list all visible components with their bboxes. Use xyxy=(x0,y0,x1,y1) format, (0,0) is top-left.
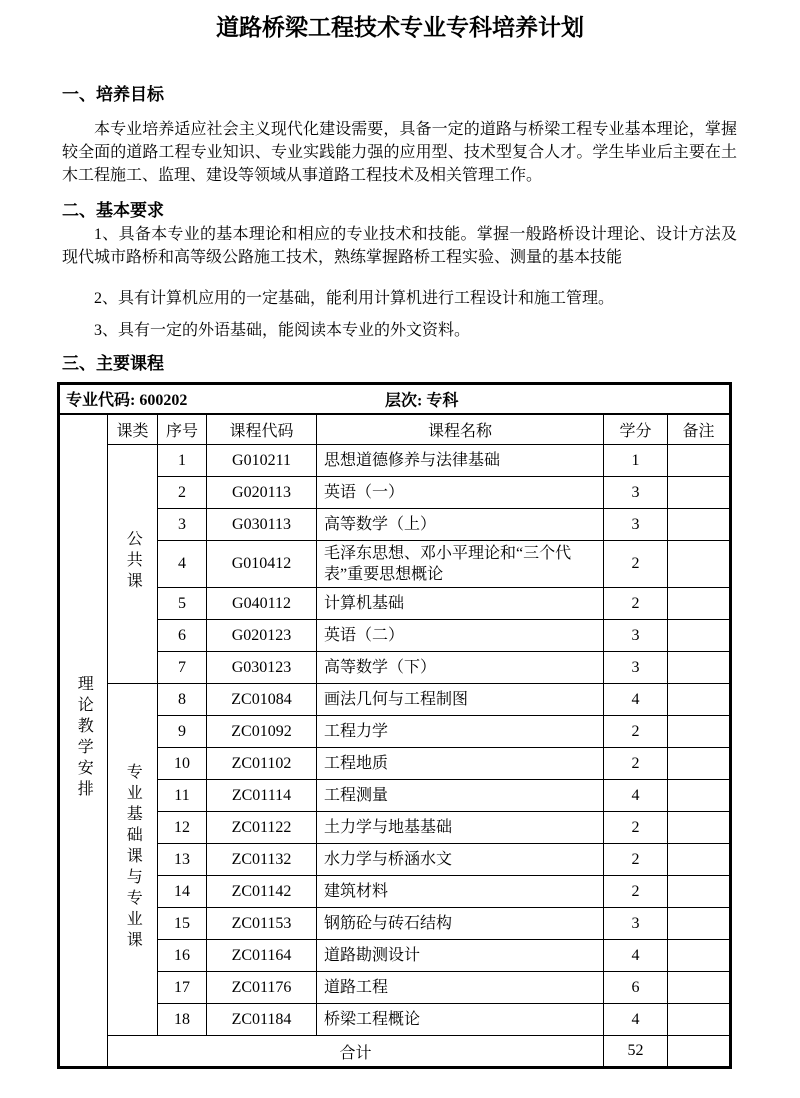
course-credits-cell: 4 xyxy=(604,780,668,812)
course-name-cell: 工程地质 xyxy=(317,748,604,780)
course-note-cell xyxy=(668,716,731,748)
course-credits-cell: 2 xyxy=(604,541,668,588)
course-name-cell: 建筑材料 xyxy=(317,876,604,908)
course-row xyxy=(59,652,731,684)
course-note-cell xyxy=(668,940,731,972)
course-row xyxy=(59,588,731,620)
section-goal-paragraph: 本专业培养适应社会主义现代化建设需要，具备一定的道路与桥梁工程专业基本理论，掌握较全面的道路工程专业知识、专业实践能力强的应用型、技术型复合人才。学生毕业后主要在土木工程施工、监理、建设等领域从事道路工程技术及相关管理工作。 xyxy=(62,121,737,184)
course-row xyxy=(59,908,731,940)
total-credits-cell: 52 xyxy=(604,1036,668,1068)
course-no-cell: 9 xyxy=(158,716,207,748)
course-no-cell: 12 xyxy=(158,812,207,844)
total-label-cell: 合计 xyxy=(108,1036,604,1068)
course-name-cell: 高等数学（上） xyxy=(317,509,604,541)
course-note-cell xyxy=(668,445,731,477)
course-no-cell: 15 xyxy=(158,908,207,940)
course-credits-cell: 2 xyxy=(604,588,668,620)
course-row xyxy=(59,812,731,844)
course-code-cell: ZC01084 xyxy=(207,684,317,716)
code-level-cell xyxy=(59,384,731,414)
course-row xyxy=(59,477,731,509)
course-row xyxy=(59,844,731,876)
requirement-item-3: 3、具有一定的外语基础，能阅读本专业的外文资料。 xyxy=(94,322,471,339)
course-code-cell: ZC01184 xyxy=(207,1004,317,1036)
course-row xyxy=(59,509,731,541)
courses-tbody xyxy=(59,384,731,1068)
course-no-cell: 10 xyxy=(158,748,207,780)
course-note-cell xyxy=(668,477,731,509)
course-code-cell: ZC01102 xyxy=(207,748,317,780)
course-credits-cell: 3 xyxy=(604,652,668,684)
course-plan-table xyxy=(57,382,732,1069)
course-note-cell xyxy=(668,1004,731,1036)
course-code-cell: ZC01153 xyxy=(207,908,317,940)
column-header-credits: 学分 xyxy=(604,414,668,445)
course-code-cell: ZC01132 xyxy=(207,844,317,876)
text-sections xyxy=(62,83,737,376)
course-note-cell xyxy=(668,588,731,620)
level-label: 层次: 专科 xyxy=(385,392,459,410)
course-credits-cell: 2 xyxy=(604,716,668,748)
code-level-row xyxy=(59,384,731,414)
course-row xyxy=(59,1004,731,1036)
course-name-cell: 工程测量 xyxy=(317,780,604,812)
course-name-cell: 高等数学（下） xyxy=(317,652,604,684)
course-row xyxy=(59,940,731,972)
column-header-category: 课类 xyxy=(108,414,158,445)
course-no-cell: 7 xyxy=(158,652,207,684)
course-group-label: 公共课 xyxy=(124,530,142,593)
course-code-cell: ZC01122 xyxy=(207,812,317,844)
course-code-cell: G010211 xyxy=(207,445,317,477)
course-note-cell xyxy=(668,652,731,684)
course-note-cell xyxy=(668,844,731,876)
course-code-cell: ZC01164 xyxy=(207,940,317,972)
course-code-cell: ZC01142 xyxy=(207,876,317,908)
course-name-cell: 道路勘测设计 xyxy=(317,940,604,972)
course-no-cell: 1 xyxy=(158,445,207,477)
course-row xyxy=(59,716,731,748)
course-no-cell: 16 xyxy=(158,940,207,972)
course-row xyxy=(59,684,731,716)
column-header-number: 序号 xyxy=(158,414,207,445)
course-code-cell: ZC01114 xyxy=(207,780,317,812)
course-name-cell: 思想道德修养与法律基础 xyxy=(317,445,604,477)
course-name-cell: 毛泽东思想、邓小平理论和“三个代表”重要思想概论 xyxy=(317,541,604,588)
course-code-cell: G030123 xyxy=(207,652,317,684)
course-note-cell xyxy=(668,620,731,652)
course-name-cell: 钢筋砼与砖石结构 xyxy=(317,908,604,940)
course-note-cell xyxy=(668,876,731,908)
course-note-cell xyxy=(668,780,731,812)
course-code-cell: ZC01092 xyxy=(207,716,317,748)
major-code-label: 专业代码: 600202 xyxy=(66,392,188,410)
course-note-cell xyxy=(668,908,731,940)
course-note-cell xyxy=(668,812,731,844)
course-name-cell: 道路工程 xyxy=(317,972,604,1004)
course-no-cell: 11 xyxy=(158,780,207,812)
course-no-cell: 18 xyxy=(158,1004,207,1036)
course-row xyxy=(59,780,731,812)
course-credits-cell: 3 xyxy=(604,908,668,940)
course-name-cell: 英语（二） xyxy=(317,620,604,652)
course-credits-cell: 6 xyxy=(604,972,668,1004)
section-goal-heading: 一、培养目标 xyxy=(62,85,164,104)
course-group-cell xyxy=(108,445,158,684)
course-note-cell xyxy=(668,972,731,1004)
course-row xyxy=(59,876,731,908)
course-credits-cell: 4 xyxy=(604,1004,668,1036)
column-header-name: 课程名称 xyxy=(317,414,604,445)
course-credits-cell: 2 xyxy=(604,844,668,876)
course-note-cell xyxy=(668,541,731,588)
requirement-item-2: 2、具有计算机应用的一定基础，能利用计算机进行工程设计和施工管理。 xyxy=(94,290,615,307)
course-credits-cell: 1 xyxy=(604,445,668,477)
course-name-cell: 英语（一） xyxy=(317,477,604,509)
course-code-cell: G020113 xyxy=(207,477,317,509)
course-credits-cell: 3 xyxy=(604,620,668,652)
course-code-cell: G010412 xyxy=(207,541,317,588)
requirement-item-1: 1、具备本专业的基本理论和相应的专业技术和技能。掌握一般路桥设计理论、设计方法及现代城市路桥和高等级公路施工技术，熟练掌握路桥工程实验、测量的基本技能 xyxy=(62,226,737,266)
course-group-cell xyxy=(108,684,158,1036)
course-name-cell: 水力学与桥涵水文 xyxy=(317,844,604,876)
course-credits-cell: 4 xyxy=(604,684,668,716)
course-name-cell: 计算机基础 xyxy=(317,588,604,620)
course-name-cell: 画法几何与工程制图 xyxy=(317,684,604,716)
course-code-cell: G030113 xyxy=(207,509,317,541)
course-no-cell: 4 xyxy=(158,541,207,588)
course-credits-cell: 3 xyxy=(604,477,668,509)
course-no-cell: 17 xyxy=(158,972,207,1004)
course-row xyxy=(59,541,731,588)
course-credits-cell: 2 xyxy=(604,876,668,908)
course-no-cell: 3 xyxy=(158,509,207,541)
course-name-cell: 工程力学 xyxy=(317,716,604,748)
course-credits-cell: 2 xyxy=(604,812,668,844)
section-courses-heading: 三、主要课程 xyxy=(62,354,164,373)
course-no-cell: 2 xyxy=(158,477,207,509)
course-no-cell: 14 xyxy=(158,876,207,908)
course-no-cell: 6 xyxy=(158,620,207,652)
course-row xyxy=(59,445,731,477)
course-note-cell xyxy=(668,509,731,541)
course-no-cell: 13 xyxy=(158,844,207,876)
course-note-cell xyxy=(668,684,731,716)
total-note-cell xyxy=(668,1036,731,1068)
section-requirements-heading: 二、基本要求 xyxy=(62,201,164,220)
course-row xyxy=(59,620,731,652)
course-name-cell: 桥梁工程概论 xyxy=(317,1004,604,1036)
total-row xyxy=(59,1036,731,1068)
course-credits-cell: 3 xyxy=(604,509,668,541)
course-no-cell: 8 xyxy=(158,684,207,716)
course-code-cell: G040112 xyxy=(207,588,317,620)
document-title: 道路桥梁工程技术专业专科培养计划 xyxy=(216,15,584,40)
course-credits-cell: 2 xyxy=(604,748,668,780)
course-group-label: 专业基础课与专业课 xyxy=(124,762,142,952)
course-no-cell: 5 xyxy=(158,588,207,620)
course-credits-cell: 4 xyxy=(604,940,668,972)
column-header-code: 课程代码 xyxy=(207,414,317,445)
column-header-note: 备注 xyxy=(668,414,731,445)
side-header-label: 理论教学安排 xyxy=(75,674,93,801)
side-header-cell xyxy=(59,414,108,1068)
table-header-row xyxy=(59,414,731,445)
course-row xyxy=(59,972,731,1004)
course-code-cell: ZC01176 xyxy=(207,972,317,1004)
course-note-cell xyxy=(668,748,731,780)
course-name-cell: 土力学与地基基础 xyxy=(317,812,604,844)
course-code-cell: G020123 xyxy=(207,620,317,652)
course-row xyxy=(59,748,731,780)
